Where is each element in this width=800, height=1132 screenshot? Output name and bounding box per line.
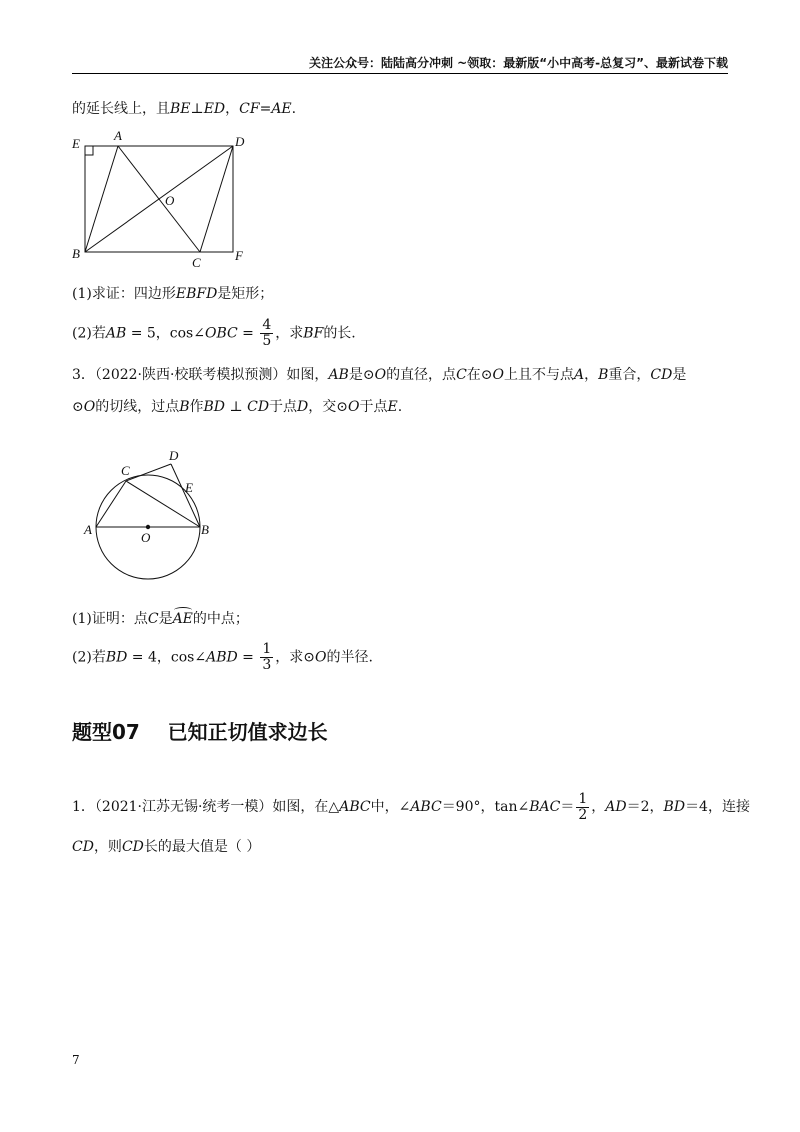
s7q1-text: 长的最大值是（ ） <box>143 839 261 855</box>
q3-part2 <box>72 642 373 673</box>
label-a: A <box>114 128 122 143</box>
tangent-cd <box>126 464 171 481</box>
point-e-ref: E <box>387 399 398 415</box>
q3-text: 于点 <box>359 399 388 415</box>
angle-abd: ABD <box>206 649 238 666</box>
q3-part2-text: (2)若 <box>72 649 106 666</box>
segment-ad: AD <box>605 799 627 815</box>
q3-part1-text: (1)证明：点 <box>72 611 148 627</box>
right-angle-mark <box>85 146 93 155</box>
quad-ebfd: EBFD <box>175 286 218 302</box>
q3-part1 <box>72 610 249 628</box>
label-a: A <box>84 522 92 537</box>
perp-symbol: ⊥ <box>225 399 248 415</box>
fraction-numerator: 1 <box>578 790 588 807</box>
point-c-ref: C <box>456 367 467 383</box>
label-c: C <box>121 463 130 478</box>
label-o: O <box>165 193 175 208</box>
fraction-denominator: 2 <box>578 806 588 823</box>
segment-dc <box>200 146 233 252</box>
q3-text: ， <box>584 367 599 383</box>
s7q1-text: ＝4，连接 <box>685 799 750 815</box>
label-b: B <box>72 246 80 261</box>
q3-part2-text: 的半径. <box>326 649 373 666</box>
segment-cf: CF <box>239 101 260 117</box>
q3-part1-text: 的中点； <box>192 611 249 627</box>
q3-part2-text: = 4，cos∠ <box>127 649 207 666</box>
label-e: E <box>72 136 80 151</box>
center-point-o <box>146 525 150 529</box>
point-o-ref: O <box>492 367 504 383</box>
segment-ae: AE <box>271 101 292 117</box>
s7q1-text: 中，∠ <box>370 799 411 815</box>
q2-part1 <box>72 285 273 303</box>
s7-q1-line2 <box>72 838 260 856</box>
fraction-numerator: 4 <box>262 317 272 333</box>
point-a-ref: A <box>574 367 585 383</box>
q2-text: 的延长线上，且 <box>72 101 170 117</box>
fraction-1-2 <box>576 792 589 823</box>
q2-text: . <box>291 101 297 117</box>
q3-line1 <box>72 366 686 384</box>
segment-ab <box>85 146 118 252</box>
segment-ed: ED <box>203 101 226 117</box>
s7q1-text: ， <box>591 799 606 815</box>
q3-text: 作 <box>189 399 204 415</box>
segment-ab-ref: AB <box>328 367 349 383</box>
fraction-1-3 <box>260 642 273 673</box>
point-b-ref: B <box>598 367 609 383</box>
q2-part1-text: 是矩形； <box>217 286 274 302</box>
triangle-abc: ABC <box>339 799 371 815</box>
page-number: 7 <box>72 1053 80 1067</box>
point-b-ref: B <box>179 399 190 415</box>
header-rule <box>72 73 728 74</box>
q3-part2-text: ，求⊙ <box>275 649 316 666</box>
segment-be: BE <box>170 101 191 117</box>
q2-part2-text: = 5，cos∠ <box>126 325 205 342</box>
segment-bd-ref: BD <box>203 399 226 415</box>
q2-part2-text: = <box>237 325 259 342</box>
rectangle-figure <box>68 128 258 270</box>
angle-bac: BAC <box>529 799 561 815</box>
q2-condition-line <box>72 100 296 118</box>
point-o-ref: O <box>374 367 387 383</box>
fraction-numerator: 1 <box>262 641 272 657</box>
q2-part2-text: ，求 <box>275 325 304 342</box>
s7-q1-line1 <box>72 790 750 824</box>
s7q1-text: 1．（2021·江苏无锡·统考一模）如图，在△ <box>72 799 340 815</box>
page-header: 关注公众号：陆陆高分冲刺 ~领取：最新版“小中高考-总复习”、最新试卷下载 <box>309 56 728 70</box>
segment-bd-ref: BD <box>105 649 128 666</box>
s7q1-text: ＝ <box>560 799 575 815</box>
q3-text: ，交⊙ <box>308 399 349 415</box>
q3-text: 的切线，过点 <box>95 399 180 415</box>
q2-part1-text: (1)求证：四边形 <box>72 286 176 302</box>
label-c: C <box>192 255 201 270</box>
q2-text: ， <box>225 101 240 117</box>
fraction-denominator: 5 <box>262 333 272 349</box>
point-c-ref: C <box>147 611 159 627</box>
q3-part2-text: = <box>237 649 259 666</box>
s7q1-text: ，则 <box>93 839 122 855</box>
q3-text: 在⊙ <box>466 367 493 383</box>
segment-cd-ref: CD <box>247 399 270 415</box>
segment-ab-ref: AB <box>105 325 127 342</box>
label-b: B <box>201 522 209 537</box>
q2-part2 <box>72 318 356 349</box>
q2-part2-text: 的长. <box>323 325 356 342</box>
q3-text: 重合， <box>608 367 651 383</box>
label-f: F <box>235 248 243 263</box>
point-d-ref: D <box>297 399 309 415</box>
s7q1-text: ＝2， <box>626 799 664 815</box>
segment-bd: BD <box>663 799 686 815</box>
segment-cd: CD <box>72 839 94 855</box>
q3-text: 于点 <box>269 399 298 415</box>
q3-line2 <box>72 398 402 416</box>
fraction-4-5 <box>260 318 273 349</box>
angle-obc: OBC <box>204 325 238 342</box>
arc-ae: AE <box>172 611 193 627</box>
segment-db <box>85 146 233 252</box>
fraction-denominator: 3 <box>262 657 272 673</box>
q2-text: = <box>259 101 272 117</box>
point-o-ref: O <box>348 399 360 415</box>
q3-text: 是⊙ <box>348 367 375 383</box>
q3-text: . <box>397 399 403 415</box>
q3-text: 上且不与点 <box>504 367 574 383</box>
q3-text: 3．（2022·陕西·校联考模拟预测）如图， <box>72 367 329 383</box>
perp-symbol: ⊥ <box>190 101 204 117</box>
segment-ac <box>96 481 126 527</box>
q2-part2-text: (2)若 <box>72 325 106 342</box>
point-o-ref: O <box>83 399 96 415</box>
label-e: E <box>185 480 193 495</box>
q3-text: ⊙ <box>72 399 84 415</box>
angle-abc: ABC <box>410 799 442 815</box>
q3-text: 的直径，点 <box>386 367 457 383</box>
segment-cd: CD <box>121 839 144 855</box>
label-d: D <box>235 134 245 149</box>
q3-text: 是 <box>672 367 687 383</box>
q3-part1-text: 是 <box>158 611 173 627</box>
label-o: O <box>141 530 151 545</box>
segment-cd-ref: CD <box>650 367 673 383</box>
label-d: D <box>169 448 179 463</box>
point-o-ref: O <box>315 649 327 666</box>
segment-bf: BF <box>303 325 324 342</box>
circle-figure <box>80 440 220 585</box>
section-title: 题型07 已知正切值求边长 <box>72 720 328 744</box>
s7q1-text: ＝90°，tan∠ <box>441 799 530 815</box>
